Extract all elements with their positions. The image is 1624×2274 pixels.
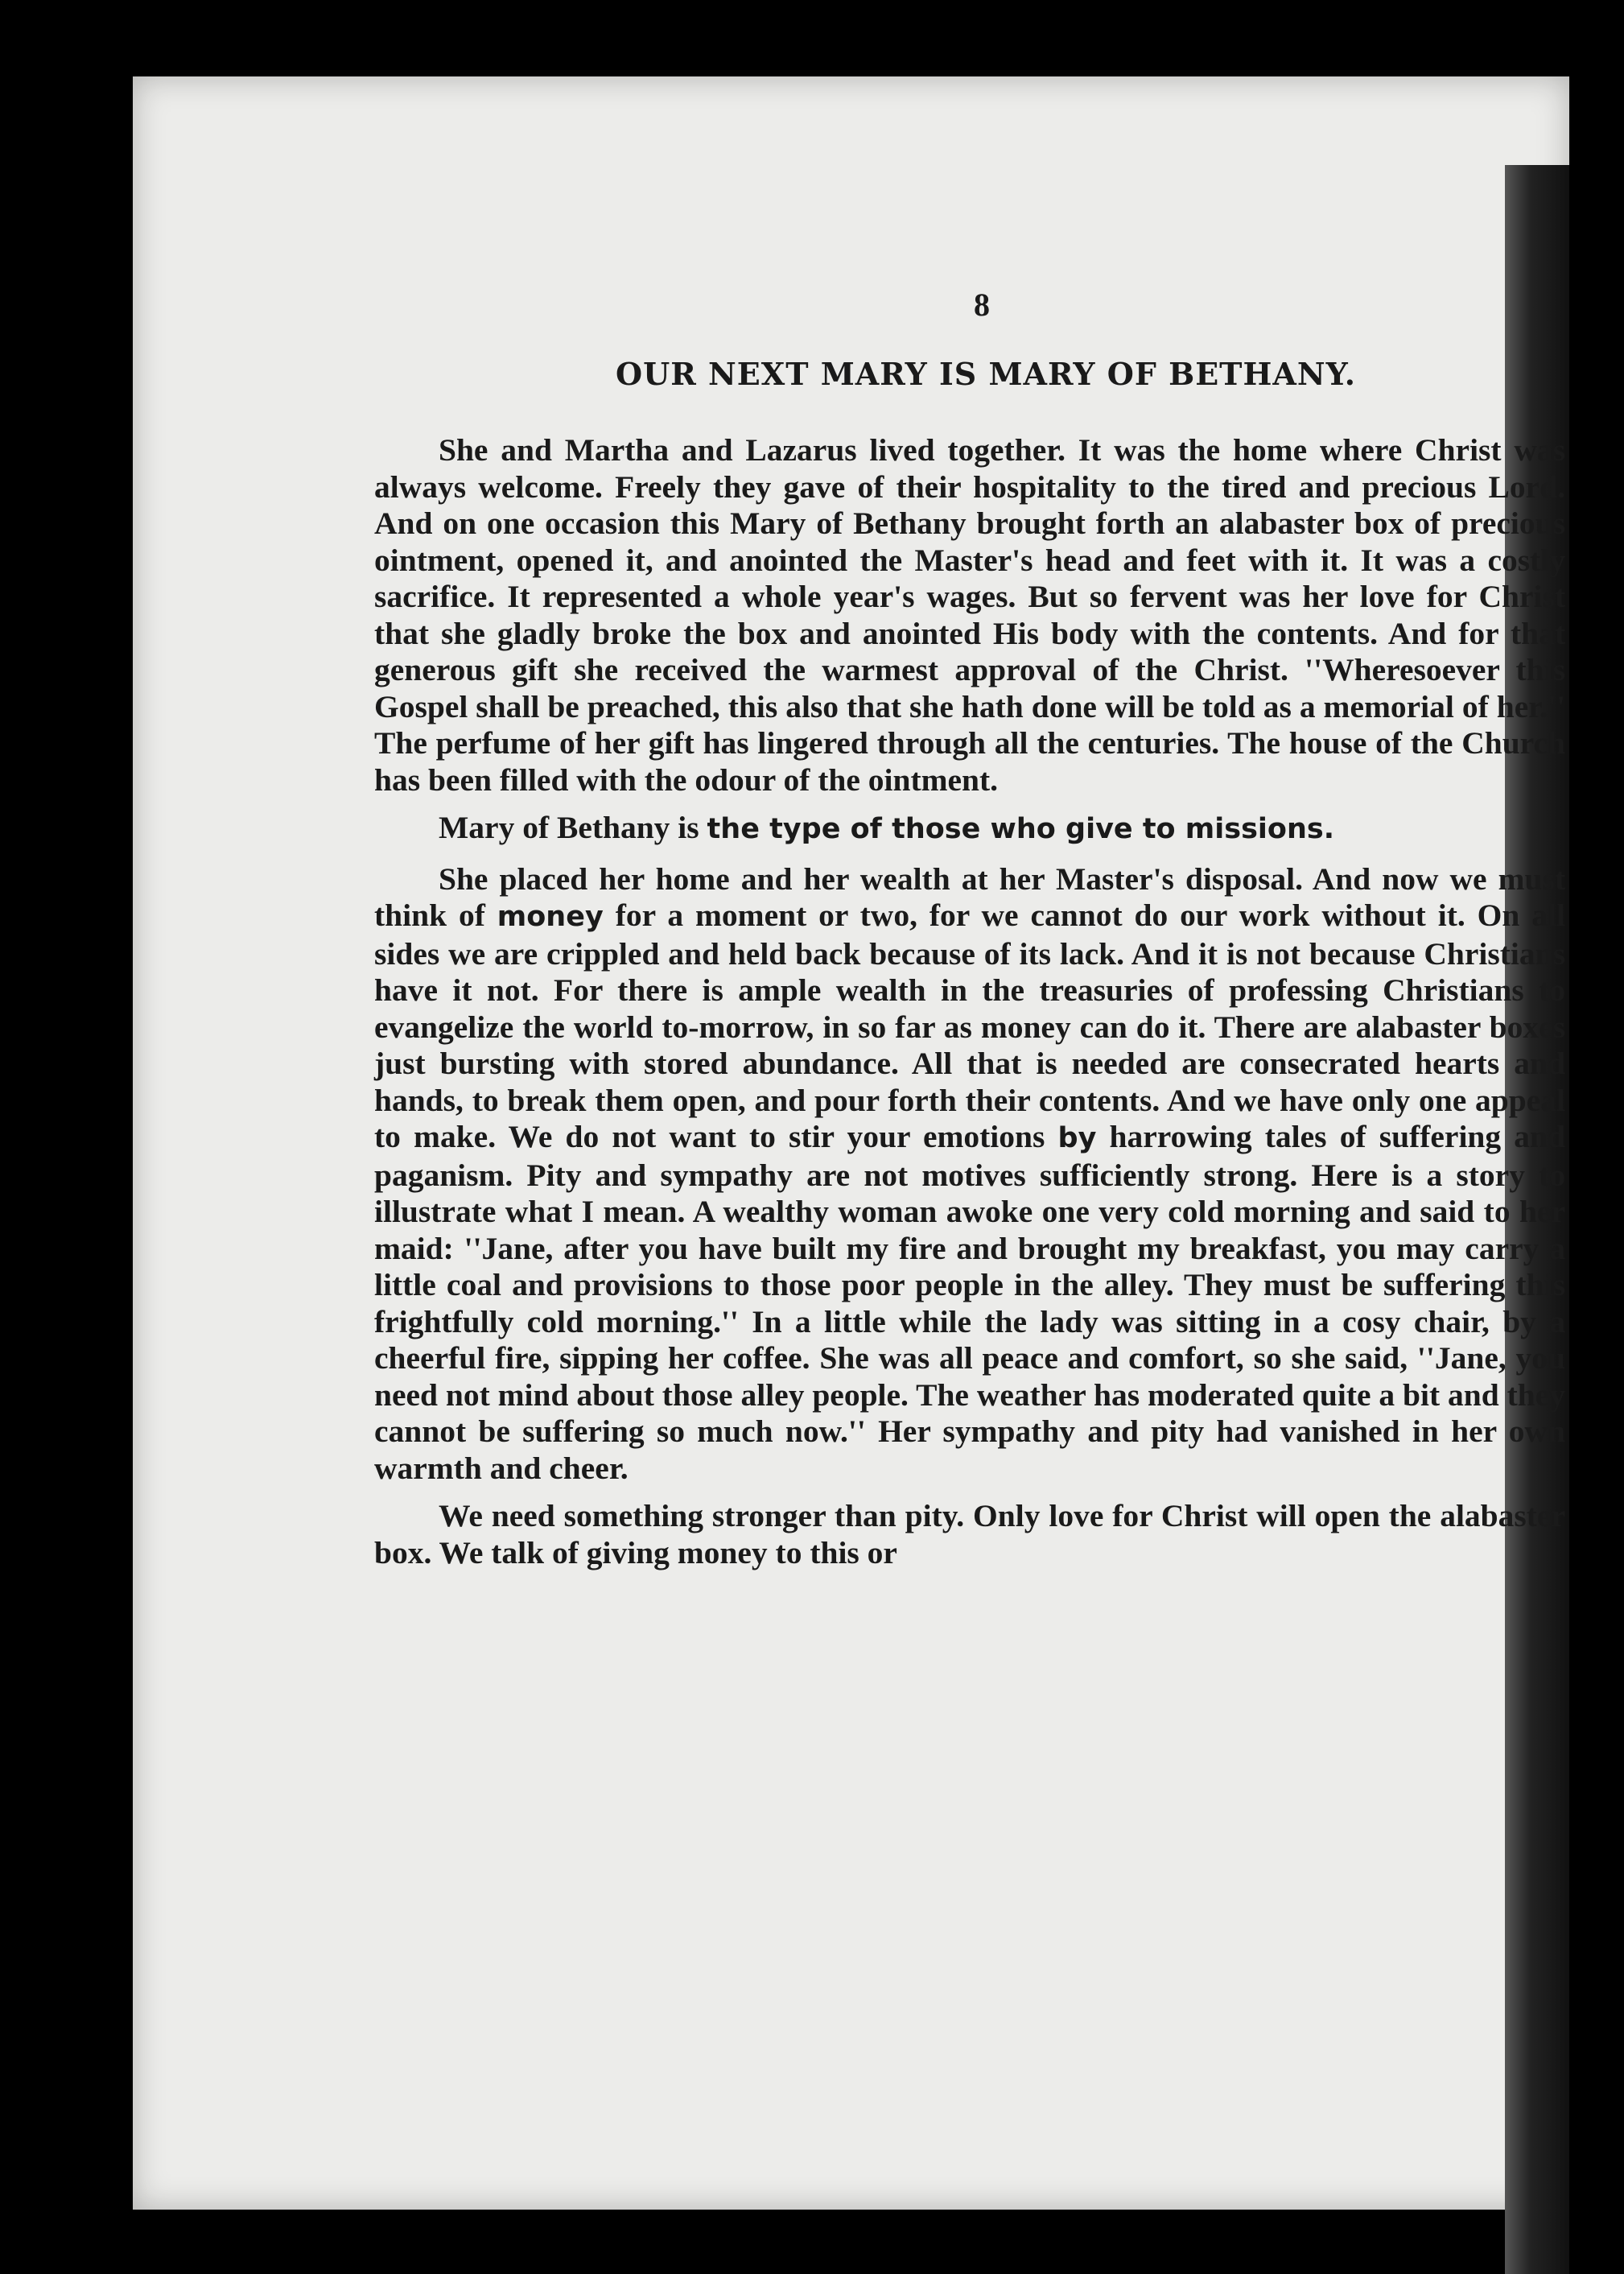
paragraph-3-part-c: harrowing tales of suffering and paganism. Pity and sympathy are not motives sufficiently strong. Here is a story to illustrate what I mean. A wealthy woman awoke one very cold morning and said to her maid: ''Jane, after you have built my fire and brought my breakfast, you may carry a little coal and provisions to those poor people in the alley. They must be suffering this frightfully cold morning.'' In a little while the lady was sitting in a cosy chair, by a cheerful fire, sipping her coffee. She was all peace and comfort, so she said, ''Jane, you need not mind about those alley people. The weather has moderated quite a bit and they cannot be suffering so much now.'' Her sympathy and pity had vanished in her own warmth and cheer. [374,1119,1565,1486]
paragraph-1: She and Martha and Lazarus lived together. It was the home where Christ was always welcome. Freely they gave of their hospitality to the tired and precious Lord. And on one occasion this Mary of Bethany brought forth an alabaster box of precious ointment, opened it, and anointed the Master's head and feet with it. It was a costly sacrifice. It represented a whole year's wages. But so fervent was her love for Christ that she gladly broke the box and anointed His body with the contents. And for that generous gift she received the warmest approval of the Christ. ''Wheresoever this Gospel shall be preached, this also that she hath done will be told as a memorial of her.'' The perfume of her gift has lingered through all the centuries. The house of the Church has been filled with the odour of the ointment. [374,432,1565,798]
paragraph-3-part-b: for a moment or two, for we cannot do our work without it. On all sides we are crippled and held back because of its lack. And it is not because Christians have it not. For there is ample wealth in the treasuries of professing Christians to evangelize the world to-morrow, in so far as money can do it. There are alabaster boxes just bursting with stored abundance. All that is needed are consecrated hearts and hands, to break them open, and pour forth their contents. And we have only one appeal to make. We do not want to stir your emotions [374,898,1565,1154]
paragraph-3-emphasis-money: money [497,901,604,933]
paragraph-4: We need something stronger than pity. Only love for Christ will open the alabaster box. We talk of giving money to this or [374,1498,1565,1570]
paragraph-2-text: Mary of Bethany is [439,810,707,845]
paragraph-3-emphasis-by: by [1057,1122,1097,1154]
book-page [133,76,1569,2210]
chapter-heading: OUR NEXT MARY IS MARY OF BETHANY. [615,356,1357,392]
paragraph-2-emphasis: the type of those who give to missions. [707,813,1334,845]
paragraph-3-part-a: She placed her home and her wealth at her Master's disposal. And now we must think of [374,860,1565,933]
paragraph-2 [374,810,1565,848]
paragraph-3 [374,861,1565,1488]
page-number: 8 [974,287,990,323]
text-block [374,286,1565,1583]
